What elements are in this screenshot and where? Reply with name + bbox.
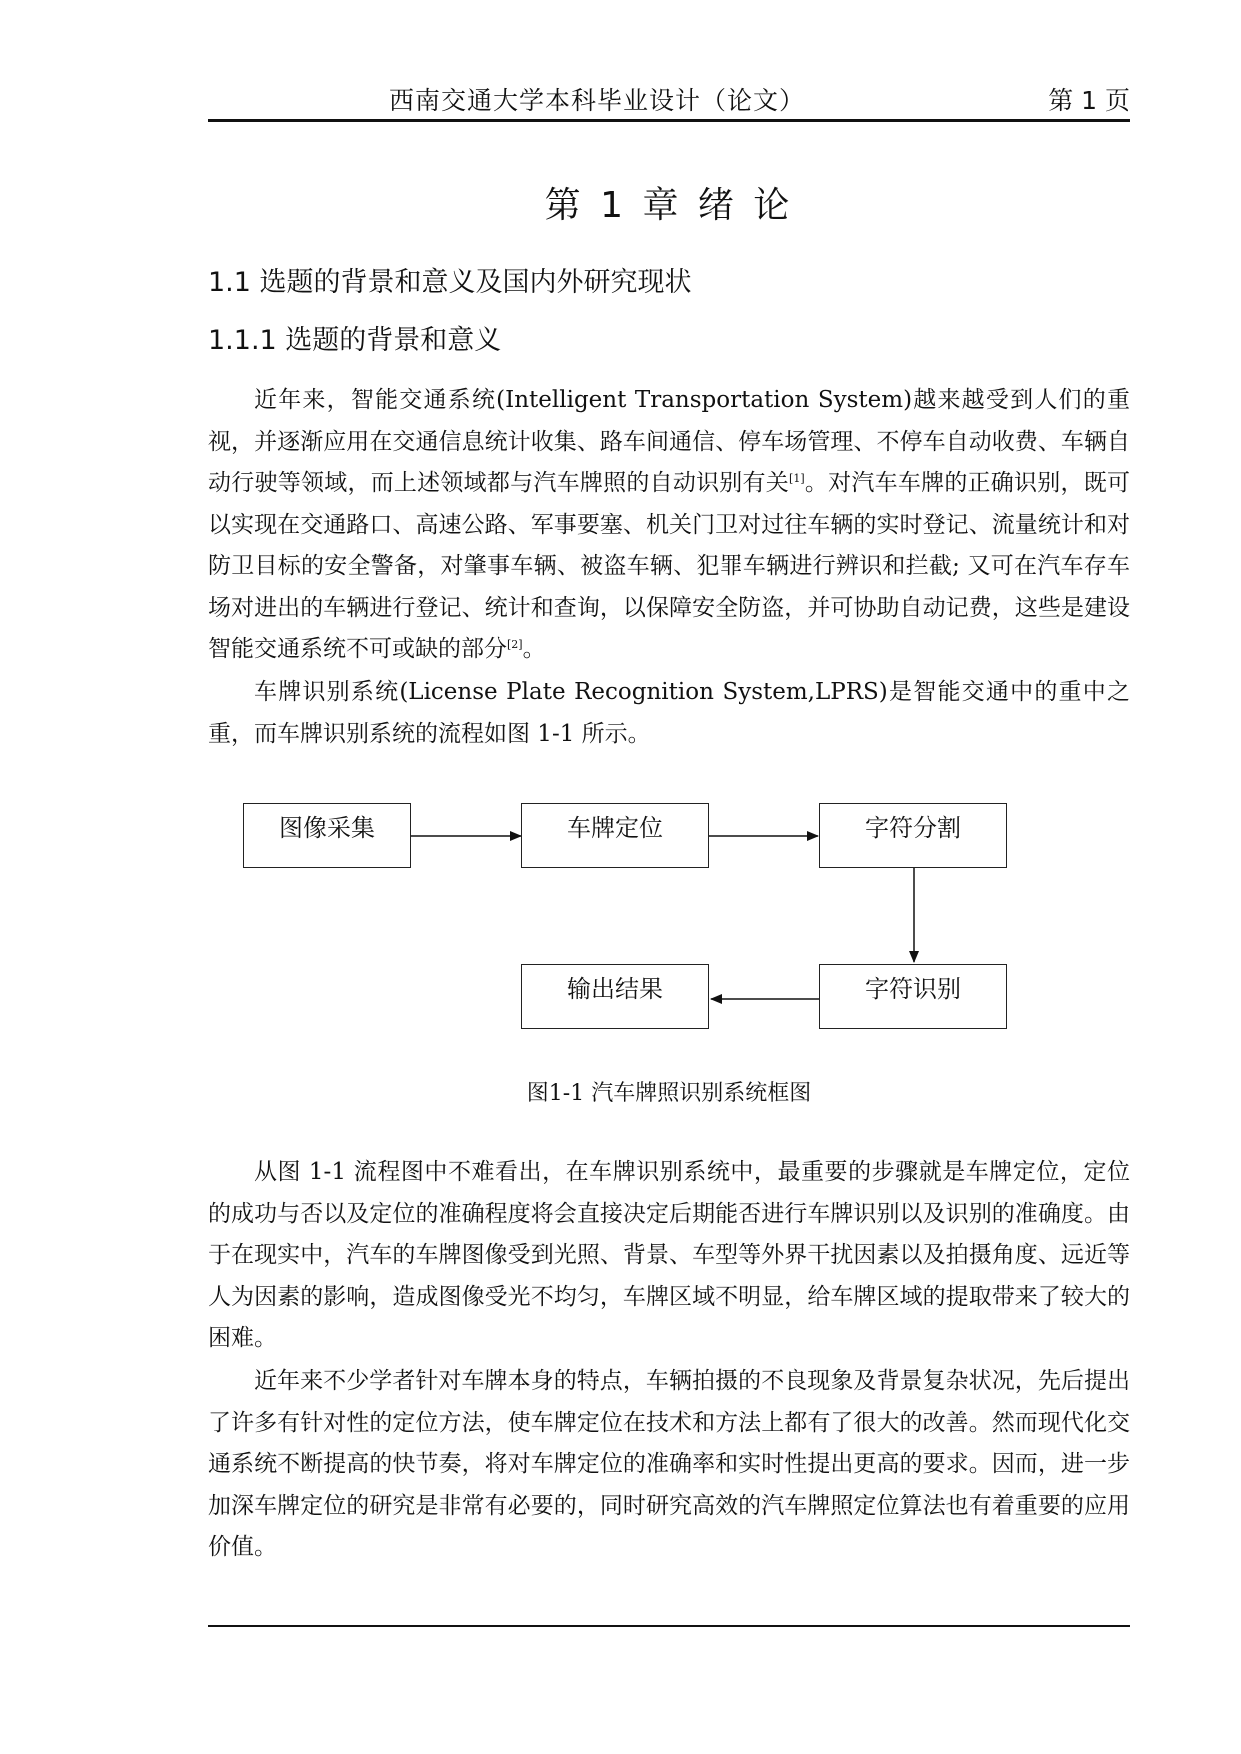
- chapter-title: 第 1 章 绪 论: [544, 185, 794, 226]
- paragraph-1-part-a: 近年来，智能交通系统(Intelligent Transportation System)越来越受到人们的重视，并逐渐应用在交通信息统计收集、路车间通信、停车场管理、不停车自动收费、车辆自动行驶等领域，而上述领域都与汽车牌照的自动识别有关: [208, 387, 1130, 496]
- section-heading-1-1: 1.1 选题的背景和意义及国内外研究现状: [208, 267, 692, 298]
- flow-node-character-recognition: 字符识别: [819, 964, 1007, 1029]
- paragraph-1-part-c: 。: [522, 636, 546, 662]
- paragraph-1: [208, 380, 1130, 671]
- flow-node-output-result: 输出结果: [521, 964, 709, 1029]
- paragraph-2: 车牌识别系统(License Plate Recognition System,LPRS)是智能交通中的重中之重，而车牌识别系统的流程如图 1-1 所示。: [208, 679, 1130, 747]
- flow-node-plate-location: 车牌定位: [521, 803, 709, 868]
- paragraph-4: 近年来不少学者针对车牌本身的特点，车辆拍摄的不良现象及背景复杂状况，先后提出了许多有针对性的定位方法，使车牌定位在技术和方法上都有了很大的改善。然而现代化交通系统不断提高的快节奏，将对车牌定位的准确率和实时性提出更高的要求。因而，进一步加深车牌定位的研究是非常有必要的，同时研究高效的汽车牌照定位算法也有着重要的应用价值。: [208, 1368, 1130, 1560]
- header-page-number: 第 1 页: [1048, 86, 1130, 115]
- citation-2[interactable]: [2]: [507, 638, 523, 651]
- header-title: 西南交通大学本科毕业设计（论文）: [388, 86, 805, 115]
- footer-rule: [208, 1625, 1130, 1627]
- paragraph-1-part-b: 。对汽车车牌的正确识别，既可以实现在交通路口、高速公路、军事要塞、机关门卫对过往车辆的实时登记、流量统计和对防卫目标的安全警备，对肇事车辆、被盗车辆、犯罪车辆进行辨识和拦截; 又可在汽车存车场对进出的车辆进行登记、统计和查询，以保障安全防盗，并可协助自动记费，这些是建设智能交通系统不可或缺的部分: [208, 470, 1131, 662]
- flow-node-character-segmentation: 字符分割: [819, 803, 1007, 868]
- flow-node-image-capture: 图像采集: [243, 803, 411, 868]
- section-heading-1-1-1: 1.1.1 选题的背景和意义: [208, 325, 502, 356]
- figure-caption: 图1-1 汽车牌照识别系统框图: [526, 1081, 812, 1106]
- page-header: [208, 84, 1130, 122]
- citation-1[interactable]: [1]: [789, 472, 805, 485]
- header-rule: [208, 119, 1130, 122]
- paragraph-3: 从图 1-1 流程图中不难看出，在车牌识别系统中，最重要的步骤就是车牌定位，定位的成功与否以及定位的准确程度将会直接决定后期能否进行车牌识别以及识别的准确度。由于在现实中，汽车的车牌图像受到光照、背景、车型等外界干扰因素以及拍摄角度、远近等人为因素的影响，造成图像受光不均匀，车牌区域不明显，给车牌区域的提取带来了较大的困难。: [208, 1159, 1130, 1351]
